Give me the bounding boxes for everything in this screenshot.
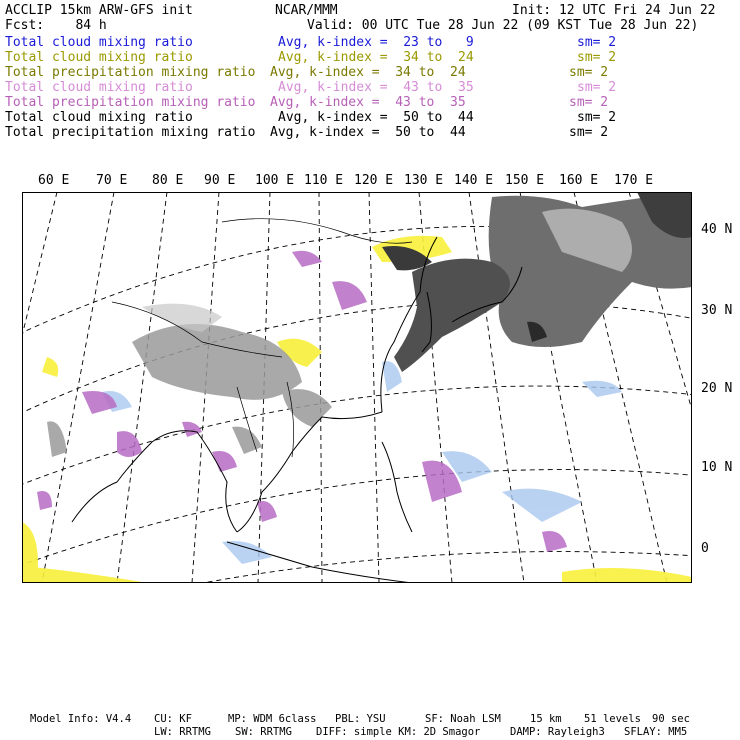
lat-label-0: 0 (701, 541, 709, 556)
footer-pbl: PBL: YSU (335, 713, 386, 725)
footer-levels: 51 levels (584, 713, 641, 725)
lon-label-150e: 150 E (505, 173, 545, 188)
field-5-sm: sm= 2 (569, 95, 609, 110)
lon-label-100e: 100 E (255, 173, 295, 188)
footer-timestep: 90 sec (652, 713, 690, 725)
lat-label-20n: 20 N (701, 381, 733, 396)
footer-damping: DAMP: Rayleigh3 (510, 726, 605, 738)
footer-longwave: LW: RRTMG (154, 726, 211, 738)
lon-label-80e: 80 E (152, 173, 184, 188)
lon-label-60e: 60 E (38, 173, 70, 188)
field-2-name: Total cloud mixing ratio (5, 50, 193, 65)
field-6-avg: Avg, k-index = 50 to 44 (278, 110, 474, 125)
lon-label-90e: 90 E (204, 173, 236, 188)
footer-model-version: Model Info: V4.4 (30, 713, 132, 725)
field-1-sm: sm= 2 (577, 35, 617, 50)
field-1-avg: Avg, k-index = 23 to 9 (278, 35, 474, 50)
field-3-avg: Avg, k-index = 34 to 24 (270, 65, 466, 80)
footer-surface-layer: SFLAY: MM5 (624, 726, 688, 738)
header-org: NCAR/MMM (275, 3, 338, 18)
footer-microphysics: MP: WDM 6class (228, 713, 317, 725)
footer-shortwave: SW: RRTMG (235, 726, 292, 738)
header-model-title: ACCLIP 15km ARW-GFS init (5, 3, 193, 18)
footer-cumulus: CU: KF (154, 713, 192, 725)
field-7-name: Total precipitation mixing ratio (5, 125, 256, 140)
lat-label-10n: 10 N (701, 460, 733, 475)
lon-label-170e: 170 E (614, 173, 654, 188)
lat-label-40n: 40 N (701, 222, 733, 237)
header-valid-time: Valid: 00 UTC Tue 28 Jun 22 (09 KST Tue 28 Jun 22) (307, 18, 699, 33)
footer-surface: SF: Noah LSM (425, 713, 501, 725)
header-init-time: Init: 12 UTC Fri 24 Jun 22 (512, 3, 716, 18)
field-6-sm: sm= 2 (577, 110, 617, 125)
field-3-sm: sm= 2 (569, 65, 609, 80)
field-2-sm: sm= 2 (577, 50, 617, 65)
field-7-sm: sm= 2 (569, 125, 609, 140)
lat-label-30n: 30 N (701, 303, 733, 318)
field-4-name: Total cloud mixing ratio (5, 80, 193, 95)
lon-label-110e: 110 E (304, 173, 344, 188)
field-3-name: Total precipitation mixing ratio (5, 65, 256, 80)
field-4-sm: sm= 2 (577, 80, 617, 95)
lon-label-130e: 130 E (404, 173, 444, 188)
lon-label-70e: 70 E (96, 173, 128, 188)
lon-label-160e: 160 E (559, 173, 599, 188)
field-2-avg: Avg, k-index = 34 to 24 (278, 50, 474, 65)
field-5-name: Total precipitation mixing ratio (5, 95, 256, 110)
footer-resolution: 15 km (530, 713, 562, 725)
field-7-avg: Avg, k-index = 50 to 44 (270, 125, 466, 140)
field-4-avg: Avg, k-index = 43 to 35 (278, 80, 474, 95)
lon-label-140e: 140 E (454, 173, 494, 188)
footer-diffusion: DIFF: simple KM: 2D Smagor (316, 726, 481, 738)
forecast-map (22, 192, 692, 583)
field-1-name: Total cloud mixing ratio (5, 35, 193, 50)
header-forecast-hour: Fcst: 84 h (5, 18, 107, 33)
field-5-avg: Avg, k-index = 43 to 35 (270, 95, 466, 110)
lon-label-120e: 120 E (354, 173, 394, 188)
field-6-name: Total cloud mixing ratio (5, 110, 193, 125)
